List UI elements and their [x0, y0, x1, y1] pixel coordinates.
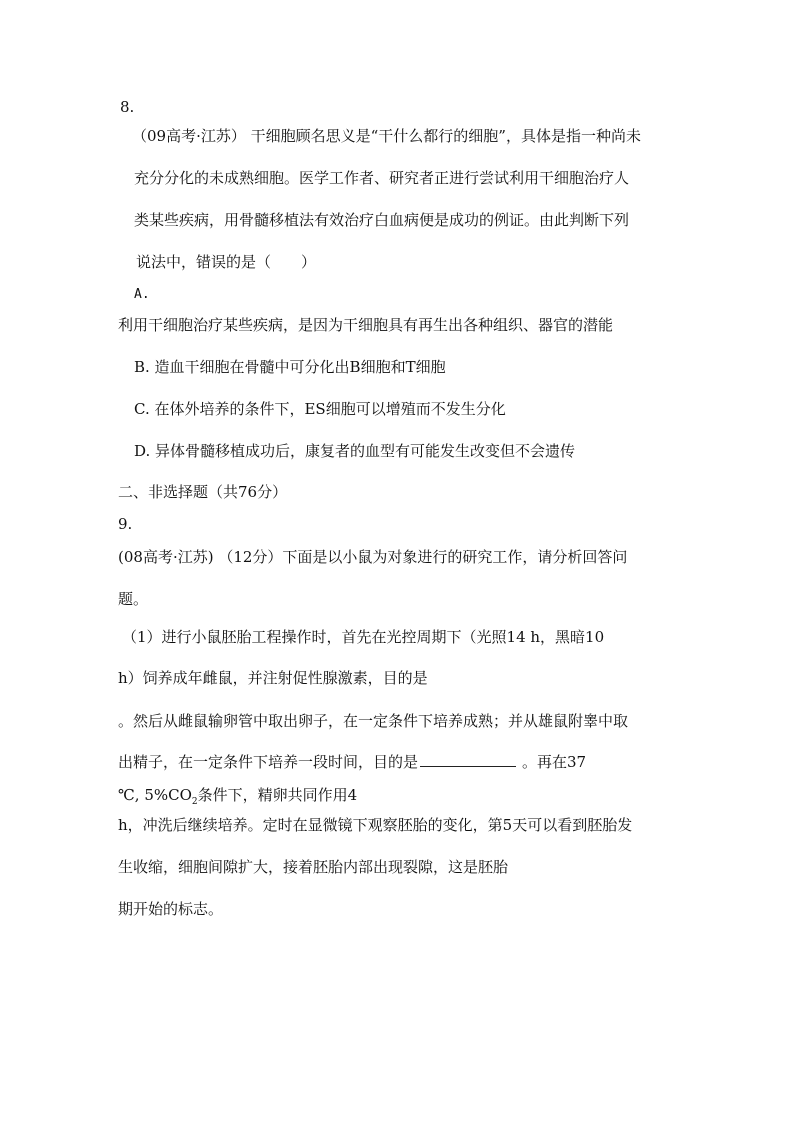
option-b: B. 造血干细胞在骨髓中可分化出B细胞和T细胞	[134, 358, 446, 376]
option-c: C. 在体外培养的条件下，ES细胞可以增殖而不发生分化	[134, 400, 506, 418]
option-d: D. 异体骨髓移植成功后，康复者的血型有可能发生改变但不会遗传	[134, 442, 576, 460]
question-8-stem-line-1: （09高考·江苏） 干细胞顾名思义是“干什么都行的细胞”，具体是指一种尚未	[132, 127, 641, 145]
answer-blank[interactable]	[420, 752, 516, 767]
section-heading: 二、非选择题（共76分）	[118, 483, 288, 501]
question-8-stem-line-3: 类某些疾病，用骨髓移植法有效治疗白血病便是成功的例证。由此判断下列	[134, 211, 630, 229]
question-9-part-1-line-1: （1）进行小鼠胚胎工程操作时，首先在光控周期下（光照14 h，黑暗10	[122, 628, 605, 646]
question-9-number: 9.	[118, 515, 133, 533]
co2-subscript: 2	[191, 797, 198, 807]
question-9-part-1-line-8: 期开始的标志。	[118, 900, 224, 918]
question-9-part-1-line-5	[118, 785, 357, 812]
question-9-stem-line-1: (08高考·江苏) （12分）下面是以小鼠为对象进行的研究工作，请分析回答问	[118, 548, 628, 566]
question-8-number: 8.	[120, 98, 135, 116]
temperature-co2-text: ℃, 5%CO	[118, 786, 192, 804]
line-text: 出精子，在一定条件下培养一段时间，目的是	[118, 753, 419, 771]
question-9-part-1-line-6: h，冲洗后继续培养。定时在显微镜下观察胚胎的变化，第5天可以看到胚胎发	[118, 816, 633, 834]
question-9-part-1-line-7: 生收缩，细胞间隙扩大，接着胚胎内部出现裂隙，这是胚胎	[118, 858, 509, 876]
question-8-stem-line-4: 说法中，错误的是（ ）	[136, 253, 317, 271]
question-8-stem-line-2: 充分分化的未成熟细胞。医学工作者、研究者正进行尝试利用干细胞治疗人	[134, 169, 630, 187]
line-text-continued: 。再在37	[522, 753, 587, 771]
question-9-stem-line-2: 题。	[118, 590, 149, 608]
question-9-part-1-line-4	[118, 752, 586, 772]
question-9-part-1-line-3: 。然后从雌鼠输卵管中取出卵子，在一定条件下培养成熟；并从雄鼠附睾中取	[118, 712, 629, 730]
option-a-text: 利用干细胞治疗某些疾病，是因为干细胞具有再生出各种组织、器官的潜能	[118, 316, 614, 334]
condition-text: 条件下，精卵共同作用4	[197, 786, 358, 804]
option-a-label: A.	[134, 287, 150, 302]
question-9-part-1-line-2: h）饲养成年雌鼠，并注射促性腺激素，目的是	[118, 669, 428, 687]
